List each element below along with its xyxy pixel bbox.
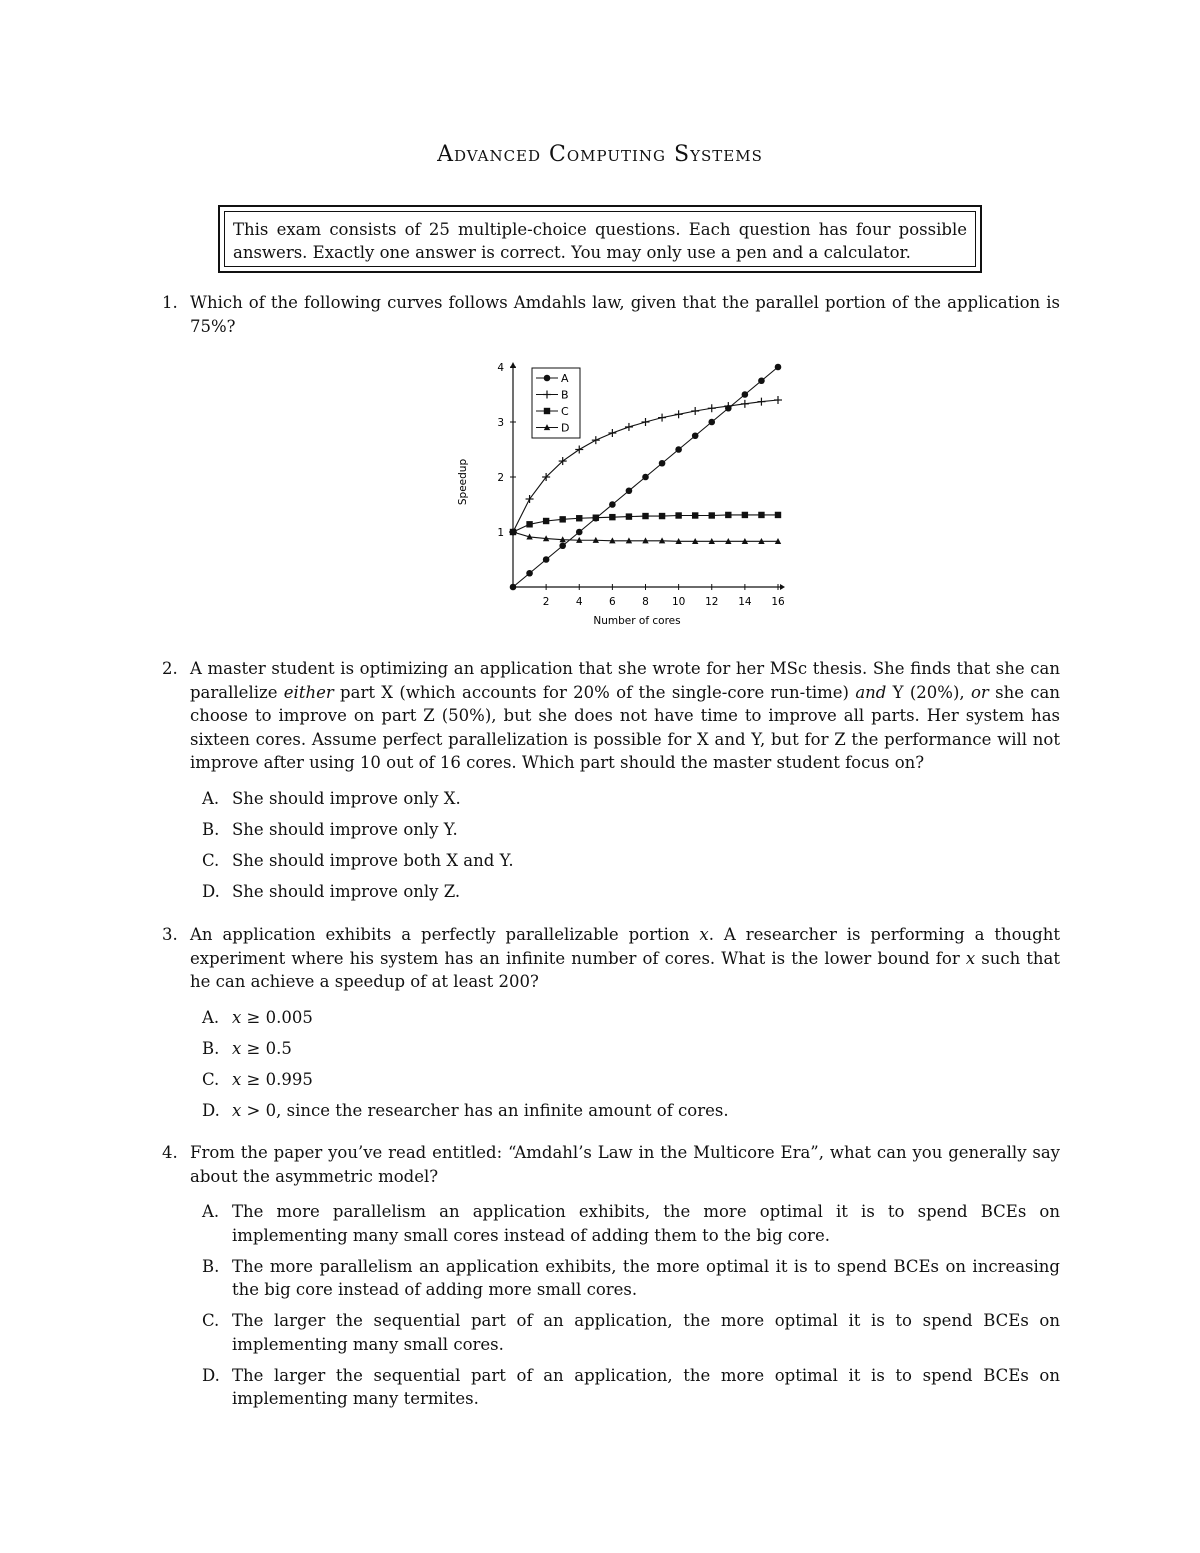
option-d[interactable]: D. She should improve only Z. bbox=[202, 881, 461, 901]
data-point-c bbox=[642, 513, 648, 519]
data-point-b bbox=[526, 495, 534, 503]
question-stem: Which of the following curves follows Amdahls law, given that the parallel portion of the application is 75%? bbox=[190, 293, 1060, 336]
exam-title: Advanced Computing Systems bbox=[437, 142, 763, 167]
legend-label: D bbox=[561, 421, 570, 435]
question-stem: An application exhibits a perfectly parallelizable portion x. A researcher is performing a thought experiment where his system has an infinite number of cores. What is the lower bound for x such that he can achieve a speedup of at least 200? bbox=[190, 925, 1061, 991]
data-point-a bbox=[742, 391, 749, 398]
x-tick-label: 12 bbox=[705, 596, 719, 608]
data-point-b bbox=[757, 398, 765, 406]
instructions-text: This exam consists of 25 multiple-choice questions. Each question has four possible answers. Exactly one answer is correct. You may only use a pen and a calculator. bbox=[224, 211, 976, 267]
legend-marker-c bbox=[544, 408, 550, 414]
question-number: 2. bbox=[162, 659, 178, 678]
option-b[interactable]: B. x ≥ 0.5 bbox=[202, 1038, 292, 1058]
data-point-c bbox=[593, 515, 599, 521]
data-point-c bbox=[659, 513, 665, 519]
data-point-b bbox=[592, 436, 600, 444]
data-point-a bbox=[775, 364, 782, 371]
x-axis-label: Number of cores bbox=[593, 615, 681, 627]
y-tick-label: 4 bbox=[497, 362, 504, 374]
option-a[interactable]: A. She should improve only X. bbox=[202, 788, 461, 808]
data-point-a bbox=[758, 377, 765, 384]
option-b[interactable]: B. She should improve only Y. bbox=[202, 819, 458, 839]
data-point-c bbox=[609, 514, 615, 520]
y-axis-label: Speedup bbox=[457, 458, 469, 506]
answer-options bbox=[202, 1006, 1060, 1123]
option-b[interactable]: B. The more parallelism an application exhibits, the more optimal it is to spend BCEs on increasing the big core instead of adding more small cores. bbox=[202, 1256, 1060, 1299]
data-point-a bbox=[642, 474, 649, 481]
data-point-c bbox=[742, 512, 748, 518]
data-point-b bbox=[691, 407, 699, 415]
option-c[interactable]: C. She should improve both X and Y. bbox=[202, 850, 514, 870]
question-3 bbox=[162, 923, 1060, 1130]
question-1 bbox=[162, 291, 1060, 338]
data-point-a bbox=[708, 419, 715, 426]
question-number: 1. bbox=[162, 293, 178, 312]
data-point-c bbox=[559, 516, 565, 522]
data-point-c bbox=[576, 515, 582, 521]
option-c[interactable]: C. x ≥ 0.995 bbox=[202, 1069, 313, 1089]
legend-label: C bbox=[561, 405, 569, 418]
data-point-a bbox=[675, 446, 682, 453]
data-point-a bbox=[576, 529, 583, 536]
data-point-a bbox=[510, 584, 517, 591]
data-point-b bbox=[774, 396, 782, 404]
data-point-a bbox=[659, 460, 666, 467]
option-a[interactable]: A. x ≥ 0.005 bbox=[202, 1007, 313, 1027]
data-point-b bbox=[625, 423, 633, 431]
instructions-box bbox=[218, 205, 982, 273]
x-tick-label: 14 bbox=[738, 596, 752, 608]
y-tick-label: 2 bbox=[497, 472, 504, 484]
question-number: 4. bbox=[162, 1143, 178, 1162]
question-4 bbox=[162, 1141, 1060, 1418]
data-point-c bbox=[675, 512, 681, 518]
data-point-a bbox=[626, 487, 633, 494]
data-point-a bbox=[609, 501, 616, 508]
chart-svg bbox=[440, 350, 800, 635]
x-tick-label: 4 bbox=[575, 596, 583, 608]
data-point-b bbox=[675, 410, 683, 418]
data-point-c bbox=[543, 518, 549, 524]
x-tick-label: 8 bbox=[642, 596, 649, 608]
answer-options bbox=[202, 787, 1060, 904]
data-point-a bbox=[526, 570, 533, 577]
data-point-b bbox=[741, 400, 749, 408]
data-point-c bbox=[725, 512, 731, 518]
x-axis-arrow bbox=[780, 584, 785, 590]
data-point-b bbox=[658, 414, 666, 422]
option-c[interactable]: C. The larger the sequential part of an application, the more optimal it is to spend BCEs on implementing many small cores. bbox=[202, 1311, 1060, 1354]
y-tick-label: 1 bbox=[497, 527, 504, 539]
x-tick-label: 10 bbox=[671, 596, 686, 608]
data-point-c bbox=[692, 512, 698, 518]
question-stem: A master student is optimizing an application that she wrote for her MSc thesis. She finds that she can parallelize either part X (which accounts for 20% of the single-core run-time) and Y (20%), or she can choose to improve on part Z (50%), but she does not have time to improve all parts. Her system has sixteen cores. Assume perfect parallelization is possible for X and Y, but for Z the performance will not improve after using 10 out of 16 cores. Which part should the master student focus on? bbox=[190, 659, 1061, 772]
data-point-c bbox=[775, 512, 781, 518]
option-a[interactable]: A. The more parallelism an application exhibits, the more optimal it is to spend BCEs on implementing many small cores instead of adding them to the big core. bbox=[202, 1202, 1060, 1245]
legend-marker-a bbox=[544, 375, 551, 382]
data-point-c bbox=[709, 512, 715, 518]
option-d[interactable]: D. x > 0, since the researcher has an infinite amount of cores. bbox=[202, 1100, 729, 1120]
data-point-a bbox=[559, 542, 566, 549]
legend-label: A bbox=[561, 372, 569, 385]
question-stem: From the paper you’ve read entitled: “Amdahl’s Law in the Multicore Era”, what can you generally say about the asymmetric model? bbox=[190, 1143, 1060, 1186]
data-point-b bbox=[575, 446, 583, 454]
speedup-chart bbox=[440, 350, 800, 639]
data-point-b bbox=[642, 418, 650, 426]
x-tick-label: 6 bbox=[609, 596, 616, 608]
data-point-a bbox=[543, 556, 550, 563]
legend-label: B bbox=[561, 388, 569, 402]
data-point-a bbox=[692, 432, 699, 439]
question-2 bbox=[162, 657, 1060, 911]
answer-options bbox=[202, 1200, 1060, 1411]
x-tick-label: 2 bbox=[542, 596, 550, 608]
data-point-b bbox=[608, 429, 616, 437]
data-point-c bbox=[526, 521, 532, 527]
option-d[interactable]: D. The larger the sequential part of an application, the more optimal it is to spend BCEs on implementing many termites. bbox=[202, 1365, 1060, 1408]
data-point-c bbox=[758, 512, 764, 518]
y-tick-label: 3 bbox=[497, 417, 504, 429]
question-number: 3. bbox=[162, 925, 178, 944]
data-point-c bbox=[626, 513, 632, 519]
data-point-b bbox=[708, 404, 716, 412]
x-tick-label: 16 bbox=[771, 596, 785, 608]
